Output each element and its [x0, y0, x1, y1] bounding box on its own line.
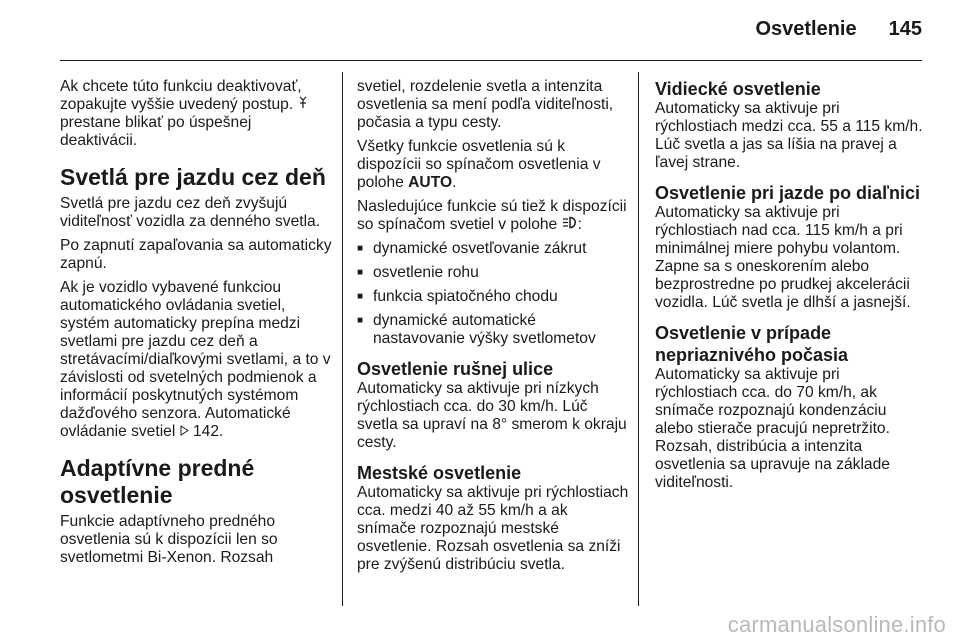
paragraph: Automaticky sa aktivuje pri nízkych rýchlostiach cca. do 30 km/h. Lúč svetla sa upraví na 8° smerom k okraju cesty. [357, 380, 627, 451]
list-item: ■ dynamické osvetľovanie zákrut [357, 240, 629, 258]
heading-rural-lighting: Vidiecké osvetlenie [655, 79, 821, 99]
auto-position-label: AUTO [408, 174, 453, 191]
paragraph: Po zapnutí zapaľovania sa automaticky zapnú. [60, 237, 332, 272]
paragraph: Automaticky sa aktivuje pri rýchlostiach nad cca. 115 km/h a pri minimálnej miere pohybu volantom. Zapne sa s oneskorením alebo bezprostredne po prudkej akcelerácii vozidla. Lúč svetla je dlhší a jasnejší. [655, 204, 911, 311]
list-item: ■ dynamické automatické nastavovanie výšky svetlometov [357, 312, 629, 348]
heading-adaptive-forward-lighting: Adaptívne predné osvetlenie [60, 455, 255, 508]
header-rule [60, 60, 922, 61]
paragraph: Všetky funkcie osvetlenia sú k dispozícii so spínačom osvetlenia v polohe AUTO. [357, 138, 601, 191]
heading-city-lighting: Mestské osvetlenie [357, 463, 522, 483]
paragraph: Automaticky sa aktivuje pri rýchlostiach medzi cca. 55 a 115 km/h. Lúč svetla a jas sa líšia na pravej a ľavej strane. [655, 100, 923, 171]
paragraph: Ak je vozidlo vybavené funkciou automatického ovládania svetiel, systém automaticky prepína medzi svetlami pre jazdu cez deň a stretávacími/diaľkovými svetlami, a to v závislosti od svetelných podmienok a informácií poskytnutých systémom dažďového senzora. Automatické ovládanie svetiel 142. [60, 279, 331, 440]
parking-light-icon [298, 96, 308, 114]
low-beam-icon [562, 216, 578, 234]
column-divider-1 [342, 72, 343, 606]
column-3 [655, 78, 925, 498]
page-reference-arrow-icon [180, 423, 189, 441]
column-2 [357, 78, 629, 580]
list-item: ■ osvetlenie rohu [357, 264, 629, 282]
paragraph: Automaticky sa aktivuje pri rýchlostiach cca. medzi 40 až 55 km/h a ak snímače rozpoznajú mestské osvetlenie. Rozsah osvetlenia sa zníži pre zvýšenú distribúciu svetla. [357, 484, 629, 573]
page-number: 145 [888, 18, 922, 40]
heading-motorway-lighting: Osvetlenie pri jazde po diaľnici [655, 183, 921, 203]
paragraph: Funkcie adaptívneho predného osvetlenia sú k dispozícii len so svetlometmi Bi-Xenon. Rozsah [60, 513, 278, 566]
heading-daytime-running-lights: Svetlá pre jazdu cez deň [60, 164, 326, 190]
paragraph: Nasledujúce funkcie sú tiež k dispozícii so spínačom svetiel v polohe : [357, 198, 627, 233]
feature-list [357, 240, 629, 348]
list-item: ■ funkcia spiatočného chodu [357, 288, 629, 306]
watermark: carmanualsonline.info [727, 612, 946, 637]
heading-busy-street-lighting: Osvetlenie rušnej ulice [357, 359, 554, 379]
paragraph: svetiel, rozdelenie svetla a intenzita osvetlenia sa mení podľa viditeľnosti, počasia a typu cesty. [357, 78, 614, 131]
column-1 [60, 78, 332, 573]
page-header [60, 18, 922, 48]
paragraph: Svetlá pre jazdu cez deň zvyšujú viditeľnosť vozidla za denného svetla. [60, 195, 321, 230]
paragraph: Automaticky sa aktivuje pri rýchlostiach cca. do 70 km/h, ak snímače rozpoznajú kondenzáciu alebo stierače pracujú nepretržito. Rozsah, distribúcia a intenzita osvetlenia sa upravuje na základe viditeľnosti. [655, 366, 890, 491]
heading-adverse-weather-lighting: Osvetlenie v prípade nepriaznivého počasia [655, 323, 849, 365]
header-title: Osvetlenie [755, 18, 857, 40]
column-divider-2 [638, 72, 639, 606]
paragraph: Ak chcete túto funkciu deaktivovať, zopakujte vyššie uvedený postup. prestane blikať po úspešnej deaktivácii. [60, 78, 332, 150]
